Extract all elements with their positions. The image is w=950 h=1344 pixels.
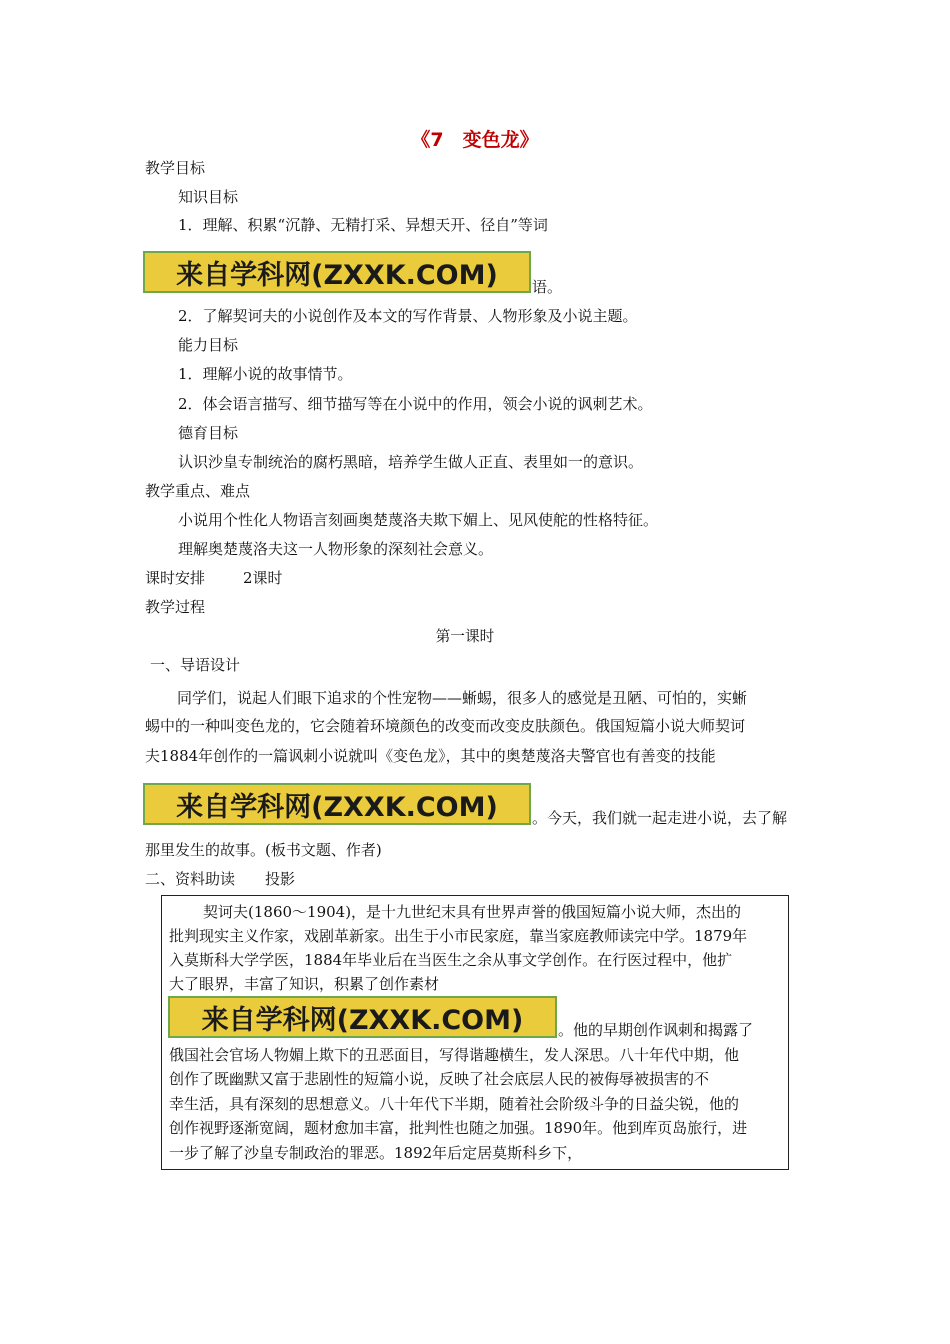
- reading-line-8: 幸生活，具有深刻的思想意义。八十年代下半期，随着社会阶级斗争的日益尖锐，他的: [169, 1095, 740, 1113]
- moral-heading: 德育目标: [178, 424, 239, 442]
- watermark-text: 来自学科网(ZXXK.COM): [176, 259, 498, 291]
- intro-line-2: 蜴中的一种叫变色龙的，它会随着环境颜色的改变而改变皮肤颜色。俄国短篇小说大师契诃: [145, 717, 746, 735]
- reading-line-5: 。他的早期创作讽刺和揭露了: [558, 1021, 754, 1039]
- intro-line-1: 同学们，说起人们眼下追求的个性宠物——蜥蜴，很多人的感觉是丑陋、可怕的，实蜥: [177, 689, 748, 707]
- intro-heading: 一、导语设计: [150, 656, 241, 674]
- key-points-line-1: 小说用个性化人物语言刻画奥楚蔑洛夫欺下媚上、见风使舵的性格特征。: [178, 511, 659, 529]
- intro-line-3: 夫1884年创作的一篇讽刺小说就叫《变色龙》，其中的奥楚蔑洛夫警官也有善变的技能: [145, 747, 716, 765]
- intro-line-4: 。今天，我们就一起走进小说，去了解: [532, 809, 788, 827]
- intro-line-5: 那里发生的故事。(板书文题、作者): [145, 841, 382, 859]
- knowledge-item-2: 2．了解契诃夫的小说创作及本文的写作背景、人物形象及小说主题。: [178, 307, 638, 325]
- schedule-value: 2课时: [243, 569, 283, 587]
- reading-line-1: 契诃夫(1860～1904)，是十九世纪末具有世界声誉的俄国短篇小说大师，杰出的: [203, 903, 742, 921]
- reading-line-10: 一步了解了沙皇专制政治的罪恶。1892年后定居莫斯科乡下，: [169, 1144, 583, 1162]
- knowledge-heading: 知识目标: [178, 188, 239, 206]
- reading-line-3: 入莫斯科大学学医，1884年毕业后在当医生之余从事文学创作。在行医过程中，他扩: [169, 951, 733, 969]
- reading-line-2: 批判现实主义作家，戏剧革新家。出生于小市民家庭，靠当家庭教师读完中学。1879年: [169, 927, 748, 945]
- session-heading: 第一课时: [435, 627, 495, 645]
- schedule-label: 课时安排: [145, 569, 206, 587]
- reading-heading: 二、资料助读 投影: [145, 870, 296, 888]
- watermark-logo: [168, 996, 557, 1038]
- watermark-text: 来自学科网(ZXXK.COM): [201, 1004, 524, 1036]
- ability-item-2: 2．体会语言描写、细节描写等在小说中的作用，领会小说的讽刺艺术。: [178, 395, 653, 413]
- watermark-logo: [143, 251, 531, 293]
- watermark-logo: [143, 783, 531, 825]
- reading-line-9: 创作视野逐渐宽阔，题材愈加丰富，批判性也随之加强。1890年。他到库页岛旅行，进: [169, 1119, 748, 1137]
- knowledge-item-1: 1．理解、积累“沉静、无精打采、异想天开、径自”等词: [178, 216, 548, 234]
- reading-line-7: 创作了既幽默又富于悲剧性的短篇小说，反映了社会底层人民的被侮辱被损害的不: [169, 1070, 710, 1088]
- document-title: 《7 变色龙》: [411, 129, 539, 151]
- ability-item-1: 1．理解小说的故事情节。: [178, 365, 353, 383]
- reading-line-6: 俄国社会官场人物媚上欺下的丑恶面目，写得谐趣横生，发人深思。八十年代中期，他: [169, 1046, 740, 1064]
- knowledge-item-1-end: 语。: [532, 278, 563, 296]
- watermark-text: 来自学科网(ZXXK.COM): [176, 791, 498, 823]
- process-heading: 教学过程: [145, 598, 206, 616]
- ability-heading: 能力目标: [178, 336, 239, 354]
- key-points-heading: 教学重点、难点: [145, 482, 251, 500]
- reading-line-4: 大了眼界，丰富了知识，积累了创作素材: [169, 975, 440, 993]
- key-points-line-2: 理解奥楚蔑洛夫这一人物形象的深刻社会意义。: [178, 540, 494, 558]
- objectives-heading: 教学目标: [145, 159, 206, 177]
- moral-text: 认识沙皇专制统治的腐朽黑暗，培养学生做人正直、表里如一的意识。: [178, 453, 644, 471]
